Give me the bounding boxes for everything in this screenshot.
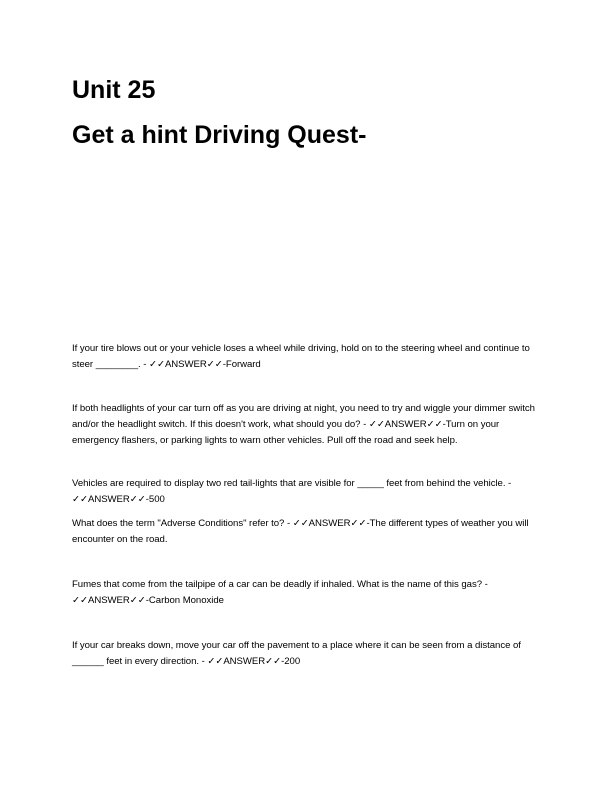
unit-title: Unit 25 xyxy=(72,76,156,104)
qa-item-adverse-conditions: What does the term "Adverse Conditions" refer to? - ✓✓ANSWER✓✓-The different types of weather you will encounter on the road. xyxy=(72,518,529,545)
qa-item-headlights-off: If both headlights of your car turn off as you are driving at night, you need to try and wiggle your dimmer switch and/or the headlight switch. If this doesn't work, what should you do? - ✓✓ANSWER✓✓-Turn on your emergency flashers, or parking lights to warn other vehicles. Pull off the road and seek help. xyxy=(72,403,535,446)
qa-item-breakdown-distance: If your car breaks down, move your car off the pavement to a place where it can be seen from a distance of ______ feet in every direction. - ✓✓ANSWER✓✓-200 xyxy=(72,640,521,667)
qa-item-carbon-monoxide: Fumes that come from the tailpipe of a car can be deadly if inhaled. What is the name of this gas? - ✓✓ANSWER✓✓-Carbon Monoxide xyxy=(72,579,488,606)
document-title: Get a hint Driving Quest- xyxy=(72,121,367,149)
qa-item-tire-blowout: If your tire blows out or your vehicle loses a wheel while driving, hold on to the steering wheel and continue to steer ________. - ✓✓ANSWER✓✓-Forward xyxy=(72,343,530,370)
qa-item-tail-lights: Vehicles are required to display two red tail-lights that are visible for _____ feet from behind the vehicle. - ✓✓ANSWER✓✓-500 xyxy=(72,478,512,505)
